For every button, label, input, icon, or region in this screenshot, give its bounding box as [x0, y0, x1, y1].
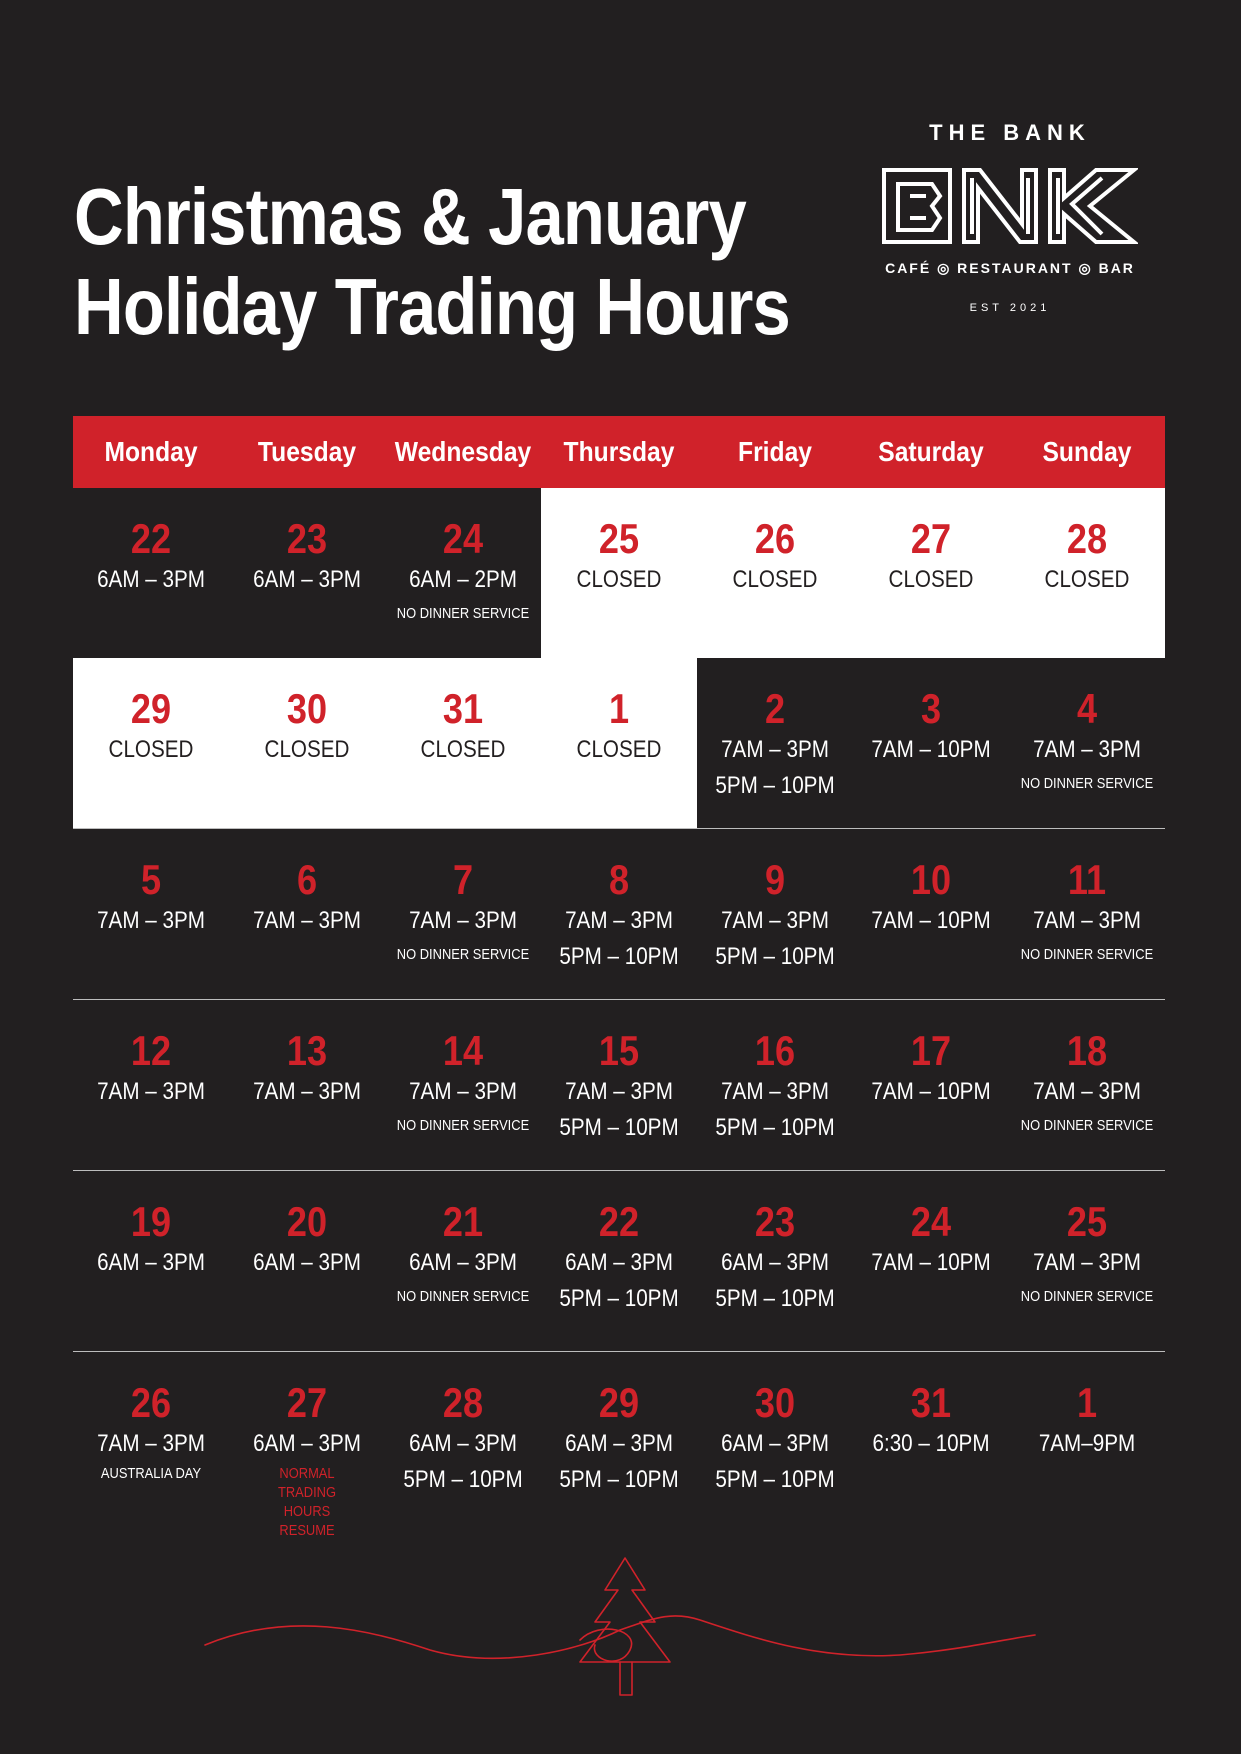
opening-hours: 6AM – 3PM — [97, 566, 205, 593]
day-number: 26 — [130, 1379, 172, 1426]
day-cell-monday — [73, 658, 229, 828]
day-cell-thursday — [541, 658, 697, 828]
header-friday: Friday — [738, 436, 812, 467]
day-cell-saturday — [853, 1000, 1009, 1170]
calendar-week-row — [73, 1000, 1165, 1171]
christmas-tree-line-icon — [200, 1550, 1040, 1710]
day-number: 5 — [140, 856, 162, 903]
opening-hours: 6AM – 3PM — [253, 1249, 361, 1276]
opening-hours: 7AM – 3PM — [721, 1078, 829, 1105]
opening-hours: 5PM – 10PM — [559, 943, 679, 970]
closed-label: CLOSED — [888, 566, 974, 593]
opening-hours: 5PM – 10PM — [559, 1114, 679, 1141]
day-number: 24 — [442, 515, 484, 562]
opening-hours: 5PM – 10PM — [559, 1285, 679, 1312]
logo-top-text: THE BANK — [929, 120, 1091, 145]
calendar-week-row — [73, 1171, 1165, 1352]
day-number: 30 — [754, 1379, 796, 1426]
closed-label: CLOSED — [420, 736, 506, 763]
opening-hours: 7AM – 10PM — [871, 1249, 991, 1276]
opening-hours: 6AM – 3PM — [565, 1249, 673, 1276]
day-number: 27 — [286, 1379, 328, 1426]
day-number: 21 — [442, 1198, 484, 1245]
opening-hours: 7AM – 3PM — [721, 736, 829, 763]
day-number: 15 — [598, 1027, 640, 1074]
day-cell-tuesday — [229, 1352, 385, 1539]
page-title — [74, 172, 790, 352]
day-cell-thursday — [541, 1171, 697, 1351]
opening-hours: 6AM – 3PM — [565, 1430, 673, 1457]
closed-label: CLOSED — [1044, 566, 1130, 593]
header-tuesday: Tuesday — [257, 436, 357, 467]
header-sunday: Sunday — [1042, 436, 1132, 467]
day-cell-thursday — [541, 829, 697, 999]
day-number: 22 — [598, 1198, 640, 1245]
day-cell-sunday — [1009, 658, 1165, 828]
opening-hours: 7AM – 3PM — [409, 1078, 517, 1105]
day-number: 19 — [130, 1198, 172, 1245]
closed-label: CLOSED — [108, 736, 194, 763]
day-cell-saturday — [853, 1352, 1009, 1522]
opening-hours: 5PM – 10PM — [403, 1466, 523, 1493]
opening-hours: 5PM – 10PM — [715, 943, 835, 970]
opening-hours: 5PM – 10PM — [715, 1114, 835, 1141]
day-number: 9 — [764, 856, 786, 903]
day-number: 25 — [1066, 1198, 1108, 1245]
opening-hours: 7AM – 3PM — [721, 907, 829, 934]
closed-label: CLOSED — [732, 566, 818, 593]
weekday-header — [73, 416, 1165, 488]
header-thursday: Thursday — [563, 436, 675, 467]
day-number: 25 — [598, 515, 640, 562]
day-cell-friday — [697, 1352, 853, 1522]
calendar-week-row — [73, 488, 1165, 658]
closed-label: CLOSED — [264, 736, 350, 763]
day-cell-friday — [697, 658, 853, 828]
opening-hours: 7AM – 10PM — [871, 907, 991, 934]
day-cell-saturday — [853, 829, 1009, 999]
day-number: 31 — [910, 1379, 952, 1426]
day-cell-monday — [73, 829, 229, 999]
day-note: NO DINNER SERVICE — [396, 1117, 530, 1134]
day-number: 28 — [442, 1379, 484, 1426]
opening-hours: 7AM – 3PM — [565, 1078, 673, 1105]
day-number: 17 — [910, 1027, 952, 1074]
day-number: 18 — [1066, 1027, 1108, 1074]
day-cell-friday — [697, 1171, 853, 1351]
opening-hours: 7AM – 3PM — [565, 907, 673, 934]
day-cell-sunday — [1009, 1352, 1165, 1522]
calendar-week-row — [73, 829, 1165, 1000]
day-number: 29 — [598, 1379, 640, 1426]
day-cell-wednesday — [385, 488, 541, 658]
day-number: 4 — [1076, 685, 1098, 732]
day-cell-sunday — [1009, 1000, 1165, 1170]
day-cell-thursday — [541, 488, 697, 658]
day-number: 11 — [1067, 856, 1107, 903]
opening-hours: 7AM – 3PM — [1033, 1078, 1141, 1105]
opening-hours: 7AM – 3PM — [1033, 907, 1141, 934]
calendar-grid — [73, 488, 1165, 1539]
day-cell-saturday — [853, 658, 1009, 828]
day-note: NO DINNER SERVICE — [396, 605, 530, 622]
day-note: NO DINNER SERVICE — [1020, 1288, 1154, 1305]
opening-hours: 7AM – 3PM — [409, 907, 517, 934]
day-cell-tuesday — [229, 658, 385, 828]
header-wednesday: Wednesday — [394, 436, 532, 467]
day-cell-tuesday — [229, 1000, 385, 1170]
logo-established: EST 2021 — [969, 302, 1051, 314]
day-cell-monday — [73, 1352, 229, 1522]
opening-hours: 7AM–9PM — [1038, 1430, 1136, 1457]
day-number: 13 — [286, 1027, 328, 1074]
day-number: 23 — [286, 515, 328, 562]
opening-hours: 6AM – 3PM — [409, 1249, 517, 1276]
day-number: 29 — [130, 685, 172, 732]
opening-hours: 6AM – 3PM — [253, 1430, 361, 1457]
day-number: 7 — [452, 856, 474, 903]
opening-hours: 5PM – 10PM — [715, 1285, 835, 1312]
opening-hours: 7AM – 10PM — [871, 1078, 991, 1105]
opening-hours: 6AM – 2PM — [409, 566, 517, 593]
day-cell-monday — [73, 488, 229, 658]
title-line-2: Holiday Trading Hours — [74, 262, 790, 351]
day-cell-tuesday — [229, 829, 385, 999]
header-saturday: Saturday — [878, 436, 984, 467]
header-monday: Monday — [104, 436, 198, 467]
day-number: 6 — [296, 856, 318, 903]
day-cell-wednesday — [385, 1000, 541, 1170]
closed-label: CLOSED — [576, 566, 662, 593]
day-cell-wednesday — [385, 1352, 541, 1522]
day-cell-monday — [73, 1171, 229, 1351]
opening-hours: 7AM – 10PM — [871, 736, 991, 763]
day-number: 10 — [910, 856, 952, 903]
opening-hours: 5PM – 10PM — [559, 1466, 679, 1493]
day-cell-sunday — [1009, 488, 1165, 658]
opening-hours: 7AM – 3PM — [253, 1078, 361, 1105]
opening-hours: 6AM – 3PM — [721, 1249, 829, 1276]
day-number: 8 — [608, 856, 630, 903]
day-cell-sunday — [1009, 829, 1165, 999]
day-cell-thursday — [541, 1352, 697, 1522]
day-number: 1 — [1076, 1379, 1098, 1426]
calendar-week-row — [73, 1352, 1165, 1539]
opening-hours: 6AM – 3PM — [253, 566, 361, 593]
logo-subtitle: CAFÉ ◎ RESTAURANT ◎ BAR — [885, 260, 1135, 276]
day-number: 1 — [608, 685, 630, 732]
day-cell-wednesday — [385, 658, 541, 828]
day-number: 12 — [130, 1027, 172, 1074]
bnk-logo — [870, 112, 1150, 322]
day-cell-saturday — [853, 1171, 1009, 1351]
day-note: AUSTRALIA DAY — [100, 1465, 202, 1482]
day-number: 27 — [910, 515, 952, 562]
day-note: NO DINNER SERVICE — [396, 946, 530, 963]
opening-hours: 7AM – 3PM — [97, 1078, 205, 1105]
day-number: 30 — [286, 685, 328, 732]
calendar-week-row — [73, 658, 1165, 829]
day-note: NO DINNER SERVICE — [396, 1288, 530, 1305]
day-note: NO DINNER SERVICE — [1020, 775, 1154, 792]
opening-hours: 7AM – 3PM — [253, 907, 361, 934]
opening-hours: 5PM – 10PM — [715, 772, 835, 799]
logo-mark — [882, 168, 1138, 244]
day-number: 31 — [442, 685, 484, 732]
day-cell-tuesday — [229, 1171, 385, 1351]
day-cell-saturday — [853, 488, 1009, 658]
day-cell-friday — [697, 829, 853, 999]
title-line-1: Christmas & January — [74, 172, 746, 261]
opening-hours: 5PM – 10PM — [715, 1466, 835, 1493]
opening-hours: 7AM – 3PM — [97, 1430, 205, 1457]
day-cell-friday — [697, 1000, 853, 1170]
day-number: 16 — [754, 1027, 796, 1074]
day-number: 22 — [130, 515, 172, 562]
day-note: NO DINNER SERVICE — [1020, 1117, 1154, 1134]
day-number: 28 — [1066, 515, 1108, 562]
opening-hours: 7AM – 3PM — [1033, 1249, 1141, 1276]
day-number: 23 — [754, 1198, 796, 1245]
day-number: 2 — [764, 685, 786, 732]
day-cell-friday — [697, 488, 853, 658]
opening-hours: 6AM – 3PM — [97, 1249, 205, 1276]
day-cell-thursday — [541, 1000, 697, 1170]
day-cell-monday — [73, 1000, 229, 1170]
day-cell-sunday — [1009, 1171, 1165, 1351]
day-cell-wednesday — [385, 829, 541, 999]
day-number: 20 — [286, 1198, 328, 1245]
day-note: NO DINNER SERVICE — [1020, 946, 1154, 963]
day-number: 3 — [920, 685, 942, 732]
opening-hours: 7AM – 3PM — [97, 907, 205, 934]
opening-hours: 6AM – 3PM — [409, 1430, 517, 1457]
opening-hours: 6:30 – 10PM — [872, 1430, 990, 1457]
day-number: 24 — [910, 1198, 952, 1245]
opening-hours: 7AM – 3PM — [1033, 736, 1141, 763]
day-cell-wednesday — [385, 1171, 541, 1351]
day-note: NORMAL TRADING HOURS RESUME — [277, 1465, 337, 1539]
closed-label: CLOSED — [576, 736, 662, 763]
opening-hours: 6AM – 3PM — [721, 1430, 829, 1457]
day-number: 14 — [442, 1027, 484, 1074]
day-number: 26 — [754, 515, 796, 562]
day-cell-tuesday — [229, 488, 385, 658]
